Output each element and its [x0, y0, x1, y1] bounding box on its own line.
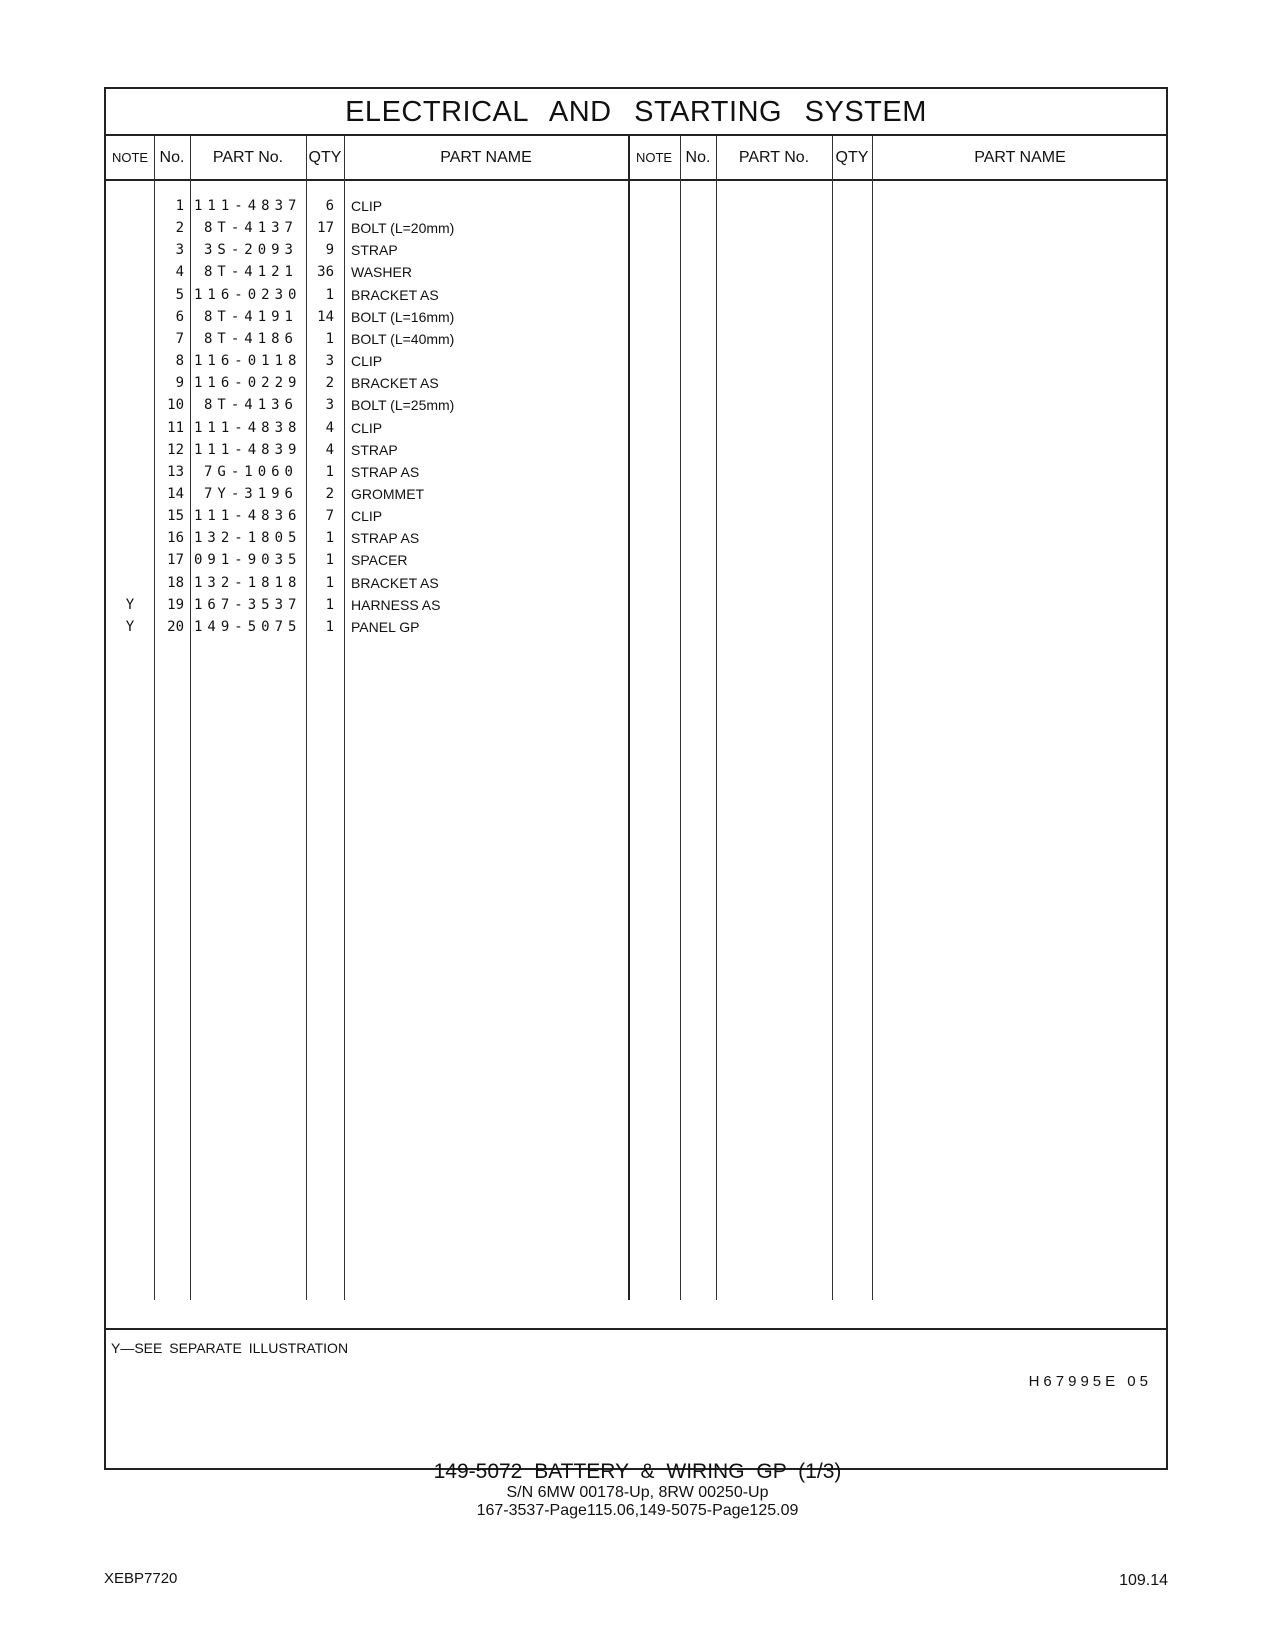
- part-name-cell: CLIP: [351, 508, 383, 525]
- part-number-cell: 116-0230: [194, 286, 302, 303]
- table-row: [106, 394, 646, 416]
- header-qty-left: QTY: [308, 149, 342, 166]
- quantity-cell: 6: [325, 198, 334, 214]
- table-row: [106, 549, 646, 571]
- part-name-cell: BOLT (L=16mm): [351, 308, 455, 325]
- part-number-cell: 7Y-3196: [203, 485, 298, 502]
- item-number-cell: 19: [167, 596, 184, 613]
- table-row: [106, 306, 646, 328]
- section-title: ELECTRICAL AND STARTING SYSTEM: [106, 89, 1166, 136]
- part-number-cell: 116-0118: [194, 353, 302, 370]
- part-name-cell: BRACKET AS: [351, 574, 439, 591]
- quantity-cell: 14: [317, 308, 334, 325]
- part-number-cell: 8T-4136: [203, 397, 298, 414]
- part-number-cell: 132-1818: [194, 574, 302, 591]
- header-part-name-right: PART NAME: [974, 149, 1066, 166]
- item-number-cell: 3: [175, 242, 184, 259]
- part-number-cell: 167-3537: [194, 596, 302, 613]
- quantity-cell: 2: [325, 485, 334, 502]
- part-name-cell: WASHER: [351, 264, 412, 281]
- part-name-cell: SPACER: [351, 552, 408, 569]
- page-number: 109.14: [1119, 1572, 1168, 1589]
- table-row: [106, 217, 646, 239]
- item-number-cell: 4: [175, 264, 184, 281]
- item-number-cell: 5: [175, 286, 184, 303]
- item-number-cell: 7: [175, 330, 184, 347]
- footnote: Y—SEE SEPARATE ILLUSTRATION: [111, 1340, 349, 1356]
- table-row: [106, 372, 646, 394]
- part-number-cell: 149-5075: [194, 618, 302, 635]
- part-name-cell: CLIP: [351, 353, 383, 370]
- header-note-left: NOTE: [111, 150, 149, 165]
- page-references: 167-3537-Page115.06,149-5075-Page125.09: [476, 1502, 799, 1519]
- part-name-cell: GROMMET: [351, 485, 425, 502]
- item-number-cell: 11: [167, 419, 184, 436]
- item-number-cell: 17: [167, 552, 184, 569]
- quantity-cell: 1: [325, 596, 334, 613]
- part-number-cell: 132-1805: [194, 530, 302, 547]
- part-name-cell: STRAP AS: [351, 530, 420, 547]
- item-number-cell: 10: [167, 397, 184, 414]
- table-row: [106, 261, 646, 283]
- quantity-cell: 9: [325, 242, 334, 259]
- quantity-cell: 1: [325, 286, 334, 303]
- part-name-cell: CLIP: [351, 198, 383, 214]
- column-divider: [832, 136, 833, 1300]
- table-row: [106, 616, 646, 638]
- item-number-cell: 9: [175, 375, 184, 392]
- item-number-cell: 2: [175, 220, 184, 237]
- quantity-cell: 1: [325, 618, 334, 635]
- table-row: [106, 350, 646, 372]
- quantity-cell: 1: [325, 552, 334, 569]
- part-name-cell: HARNESS AS: [351, 596, 441, 613]
- header-no-right: No.: [685, 149, 711, 166]
- header-note-right: NOTE: [635, 150, 673, 165]
- table-row: [106, 461, 646, 483]
- item-number-cell: 13: [167, 463, 184, 480]
- header-no-left: No.: [159, 149, 185, 166]
- column-header-row: [106, 136, 1166, 181]
- quantity-cell: 1: [325, 330, 334, 347]
- group-caption: 149-5072 BATTERY & WIRING GP (1/3): [433, 1460, 842, 1483]
- table-row: [106, 572, 646, 594]
- quantity-cell: 1: [325, 530, 334, 547]
- table-row: [106, 239, 646, 261]
- note-cell: Y: [125, 618, 135, 635]
- part-name-cell: BRACKET AS: [351, 286, 439, 303]
- quantity-cell: 2: [325, 375, 334, 392]
- document-id: XEBP7720: [104, 1570, 178, 1587]
- item-number-cell: 6: [175, 308, 184, 325]
- quantity-cell: 3: [325, 353, 334, 370]
- column-divider: [716, 136, 717, 1300]
- header-qty-right: QTY: [835, 149, 869, 166]
- part-number-cell: 8T-4186: [203, 330, 298, 347]
- item-number-cell: 15: [167, 508, 184, 525]
- part-name-cell: STRAP: [351, 242, 398, 259]
- part-number-cell: 091-9035: [194, 552, 302, 569]
- column-divider: [872, 136, 873, 1300]
- item-number-cell: 8: [175, 353, 184, 370]
- drawing-code: H67995E 05: [1028, 1373, 1152, 1390]
- part-number-cell: 111-4837: [194, 198, 302, 214]
- part-name-cell: PANEL GP: [351, 618, 420, 635]
- part-number-cell: 111-4839: [194, 441, 302, 458]
- part-number-cell: 116-0229: [194, 375, 302, 392]
- table-row: [106, 284, 646, 306]
- quantity-cell: 7: [325, 508, 334, 525]
- notes-band: [106, 1328, 1166, 1470]
- part-name-cell: BOLT (L=20mm): [351, 220, 455, 237]
- item-number-cell: 14: [167, 485, 184, 502]
- quantity-cell: 1: [325, 574, 334, 591]
- table-row: [106, 594, 646, 616]
- table-row: [106, 527, 646, 549]
- part-name-cell: CLIP: [351, 419, 383, 436]
- part-number-cell: 8T-4191: [203, 308, 298, 325]
- header-part-no-left: PART No.: [212, 149, 284, 166]
- item-number-cell: 12: [167, 441, 184, 458]
- item-number-cell: 16: [167, 530, 184, 547]
- note-cell: Y: [125, 596, 135, 613]
- part-number-cell: 3S-2093: [203, 242, 298, 259]
- column-divider: [680, 136, 681, 1300]
- quantity-cell: 17: [317, 220, 334, 237]
- part-name-cell: STRAP AS: [351, 463, 420, 480]
- table-row: [106, 328, 646, 350]
- parts-list-frame: [104, 87, 1168, 1470]
- table-row: [106, 195, 646, 217]
- table-row: [106, 505, 646, 527]
- quantity-cell: 36: [317, 264, 334, 281]
- part-name-cell: STRAP: [351, 441, 398, 458]
- item-number-cell: 20: [167, 618, 184, 635]
- quantity-cell: 3: [325, 397, 334, 414]
- quantity-cell: 4: [325, 419, 334, 436]
- part-number-cell: 8T-4121: [203, 264, 298, 281]
- part-name-cell: BOLT (L=25mm): [351, 397, 455, 414]
- serial-range: S/N 6MW 00178-Up, 8RW 00250-Up: [506, 1484, 769, 1501]
- table-row: [106, 439, 646, 461]
- header-part-no-right: PART No.: [738, 149, 810, 166]
- part-number-cell: 111-4838: [194, 419, 302, 436]
- quantity-cell: 4: [325, 441, 334, 458]
- part-name-cell: BRACKET AS: [351, 375, 439, 392]
- part-name-cell: BOLT (L=40mm): [351, 330, 455, 347]
- item-number-cell: 1: [175, 198, 184, 214]
- table-row: [106, 417, 646, 439]
- quantity-cell: 1: [325, 463, 334, 480]
- part-number-cell: 7G-1060: [203, 463, 298, 480]
- part-number-cell: 111-4836: [194, 508, 302, 525]
- header-part-name-left: PART NAME: [440, 149, 532, 166]
- part-number-cell: 8T-4137: [203, 220, 298, 237]
- item-number-cell: 18: [167, 574, 184, 591]
- table-row: [106, 483, 646, 505]
